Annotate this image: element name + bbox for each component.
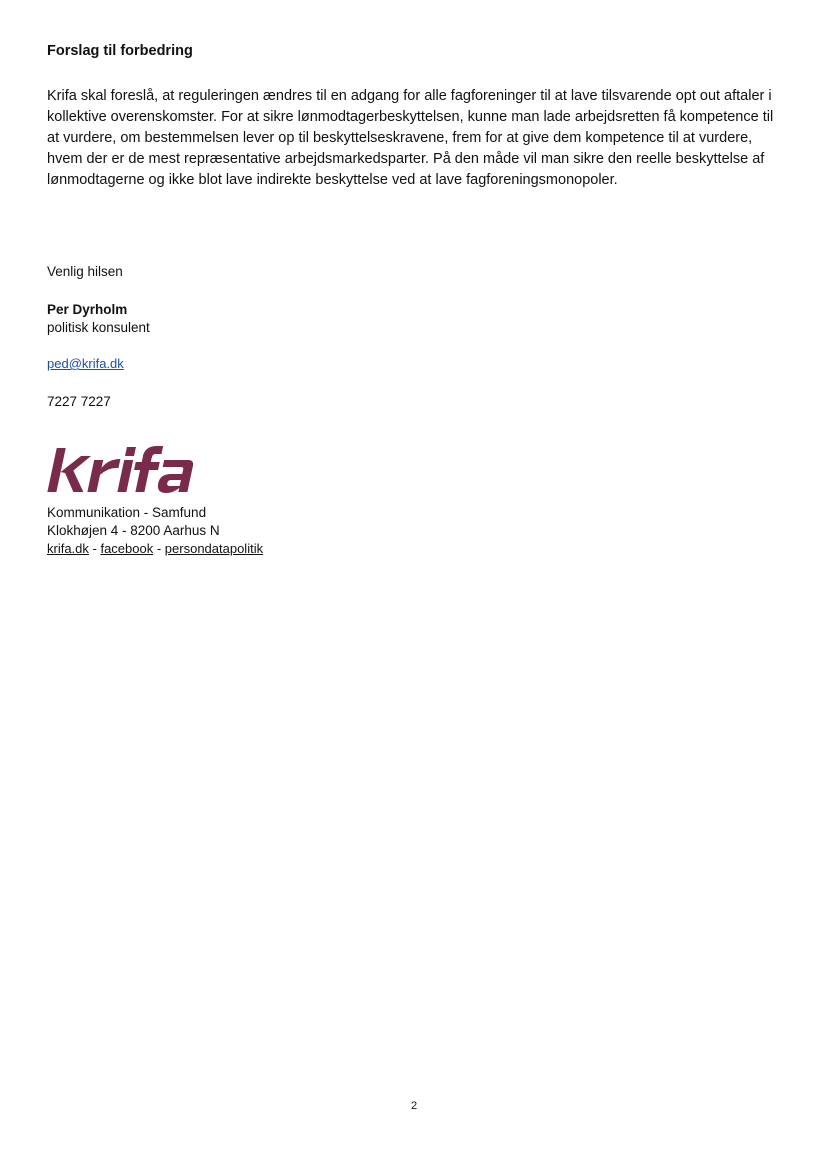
site-link[interactable]: krifa.dk <box>47 541 89 556</box>
facebook-link[interactable]: facebook <box>100 541 154 556</box>
section-heading: Forslag til forbedring <box>47 43 193 59</box>
email-link[interactable]: ped@krifa.dk <box>47 356 124 371</box>
privacy-policy-link[interactable]: persondatapolitik <box>164 541 264 556</box>
page-number: 2 <box>410 1100 418 1112</box>
link-separator: - <box>88 541 101 556</box>
footer-department: Kommunikation - Samfund <box>47 505 207 520</box>
link-separator: - <box>153 541 165 556</box>
footer-address: Klokhøjen 4 - 8200 Aarhus N <box>47 523 220 538</box>
signer-name: Per Dyrholm <box>47 302 128 317</box>
krifa-logo <box>44 442 204 500</box>
closing-greeting: Venlig hilsen <box>47 264 123 279</box>
footer-links <box>47 541 263 556</box>
phone-number: 7227 7227 <box>47 394 111 409</box>
body-paragraph: Krifa skal foreslå, at reguleringen ændres til en adgang for alle fagforeninger til at lave tilsvarende opt out aftaler i kollektive overenskomster. For at sikre lønmodtagerbeskyttelsen, kunne man lade arbejdsretten få kompetence til at vurdere, om bestemmelsen lever op til beskyttelseskravene, frem for at give dem kompetence til at vurdere, hvem der er de mest repræsentative arbejdsmarkedsparter. På den måde vil man sikre den reelle beskyttelse af lønmodtagerne og ikke blot lave indirekte beskyttelse ved at lave fagforeningsmonopoler. <box>47 88 774 188</box>
signer-title: politisk konsulent <box>47 320 150 335</box>
